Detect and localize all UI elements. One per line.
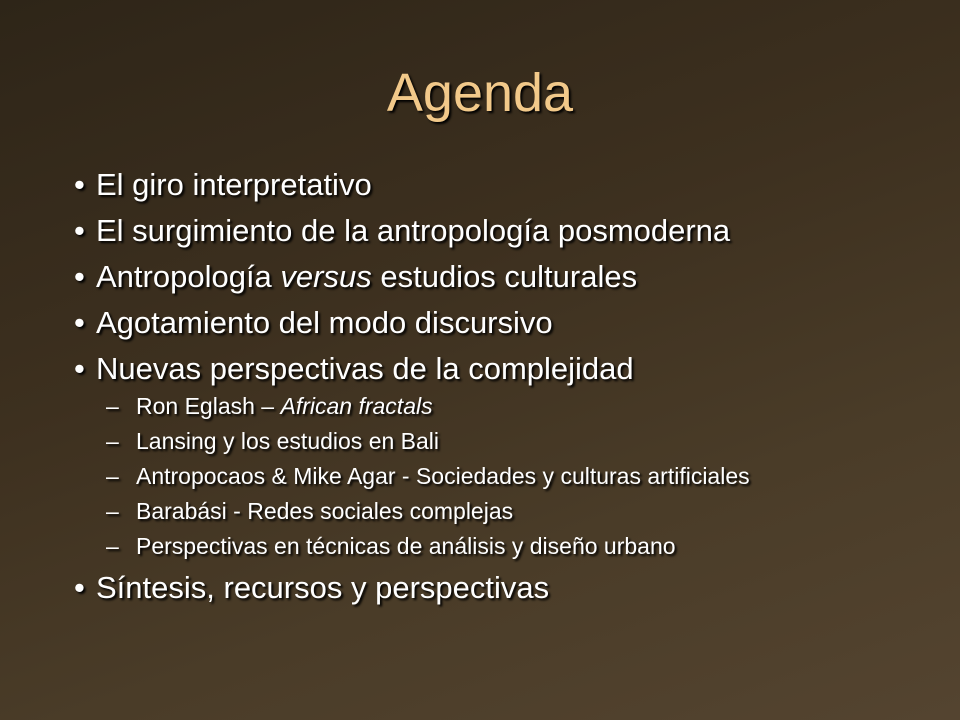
agenda-item-antropologia-posmoderna (74, 212, 934, 250)
subitem-antropocaos (74, 464, 934, 489)
bullet-icon: • (74, 351, 85, 386)
subitem-text-pre: Ron Eglash – (136, 393, 281, 419)
agenda-item-text: El giro interpretativo (96, 167, 372, 202)
subitem-text: Antropocaos & Mike Agar - Sociedades y culturas artificiales (136, 463, 750, 489)
agenda-item-text: Agotamiento del modo discursivo (96, 305, 553, 340)
bullet-icon: • (74, 167, 85, 202)
agenda-item-text: Síntesis, recursos y perspectivas (96, 570, 550, 605)
subitem-text-emphasis: African fractals (280, 393, 433, 419)
agenda-item-giro-interpretativo (74, 166, 934, 204)
subitem-text: Barabási - Redes sociales complejas (136, 498, 514, 524)
bullet-icon: • (74, 305, 85, 340)
agenda-item-text-pre: Antropología (96, 259, 281, 294)
dash-icon: – (106, 428, 119, 454)
agenda-item-text-post: estudios culturales (371, 259, 638, 294)
subitem-text: Perspectivas en técnicas de análisis y diseño urbano (136, 533, 676, 559)
dash-icon: – (106, 498, 119, 524)
slide-title: Agenda (386, 63, 574, 123)
bullet-icon: • (74, 570, 85, 605)
subitem-ron-eglash (74, 394, 934, 419)
subitem-lansing-bali (74, 429, 934, 454)
bullet-icon: • (74, 213, 85, 248)
agenda-item-text: El surgimiento de la antropología posmoderna (96, 213, 731, 248)
agenda-item-modo-discursivo (74, 304, 934, 342)
agenda-item-complejidad (74, 350, 934, 388)
subitem-diseno-urbano (74, 534, 934, 559)
complejidad-sublist (74, 394, 934, 559)
dash-icon: – (106, 533, 119, 559)
bullet-icon: • (74, 259, 85, 294)
agenda-item-text: Nuevas perspectivas de la complejidad (96, 351, 634, 386)
agenda-item-text-emphasis: versus (280, 259, 372, 294)
dash-icon: – (106, 393, 119, 419)
dash-icon: – (106, 463, 119, 489)
subitem-barabasi (74, 499, 934, 524)
agenda-item-sintesis (74, 569, 934, 607)
agenda-item-estudios-culturales (74, 258, 934, 296)
subitem-text: Lansing y los estudios en Bali (136, 428, 440, 454)
agenda-list (74, 166, 934, 615)
